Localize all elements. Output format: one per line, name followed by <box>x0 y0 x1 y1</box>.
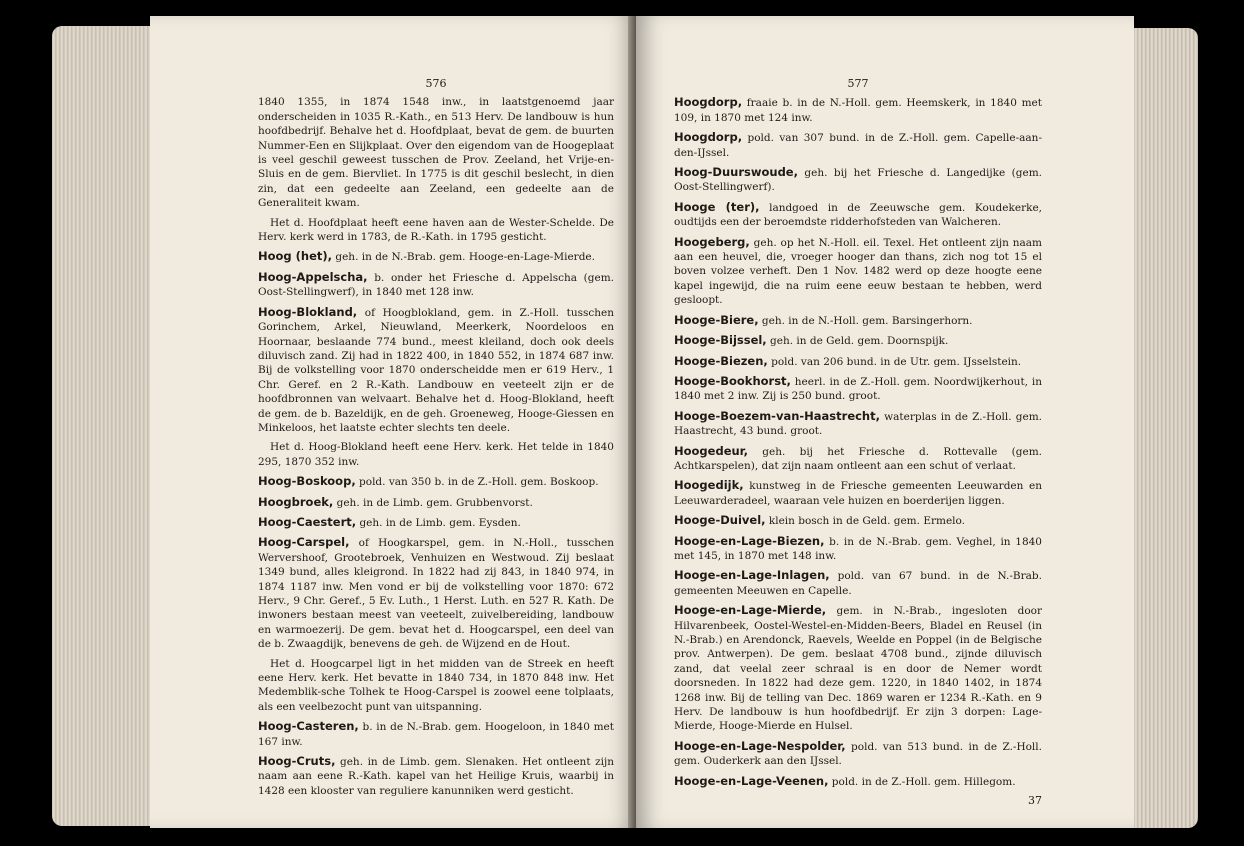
dictionary-entry <box>258 535 614 651</box>
entry-text: klein bosch in de Geld. gem. Ermelo. <box>765 515 966 528</box>
dictionary-entry <box>674 444 1042 474</box>
entry-term: Hoogdorp, <box>674 130 743 145</box>
entry-term: Hoog-Cruts, <box>258 754 336 769</box>
entry-text: Het d. Hoog-Blokland heeft eene Herv. kerk. Het telde in 1840 295, 1870 352 inw. <box>258 441 614 468</box>
entry-term: Hooge-en-Lage-Nespolder, <box>674 738 846 753</box>
entry-term: Hoog (het), <box>258 249 333 264</box>
dictionary-entry <box>258 305 614 436</box>
dictionary-entry <box>258 515 614 530</box>
entry-text: geh. in de N.-Brab. gem. Hooge-en-Lage-Mierde. <box>332 251 595 264</box>
open-book <box>52 12 1198 838</box>
entry-term: Hoogedijk, <box>674 478 744 493</box>
entry-text: pold. van 67 bund. in de N.-Brab. gemeenten Meeuwen en Capelle. <box>674 570 1042 597</box>
entry-text: geh. op het N.-Holl. eil. Texel. Het ontleent zijn naam aan een heuvel, die, vroeger hooger dan thans, zich nog tot 15 el boven volzee verheft. Den 1 Nov. 1482 werd op deze hoogte eene kapel ingewijd, die na ruim eene eeuw bestaan te hebben, werd gesloopt. <box>674 236 1042 307</box>
dictionary-entry <box>674 165 1042 195</box>
dictionary-entry <box>258 440 614 469</box>
entry-text: geh. in de Limb. gem. Slenaken. Het ontleent zijn naam aan eene R.-Kath. kapel van het Heilige Kruis, waarbij in 1428 een klooster van reguliere kanunniken werd gesticht. <box>258 756 614 797</box>
entry-term: Hoogdorp, <box>674 95 743 110</box>
entry-text: b. in de N.-Brab. gem. Hoogeloon, in 1840 met 167 inw. <box>258 721 614 748</box>
dictionary-entry <box>258 754 614 798</box>
intro-paragraph: 1840 1355, in 1874 1548 inw., in laatstgenoemd jaar onderscheiden in 1035 R.-Kath., en 513 Herv. De landbouw is hun hoofdbedrijf. Behalve het d. Hoofdplaat, bevat de gem. de buurten Nummer-Een en Slijkplaat. Over den eigendom van de Hoogeplaat is veel geschil geweest tusschen de Prov. Zeeland, het Vrije-en-Sluis en de gem. Biervliet. In 1775 is dit geschil beslecht, in dien zin, dat een gedeelte aan Zeeland, een gedeelte aan de Generaliteit kwam. <box>258 96 614 210</box>
entry-text: waterplas in de Z.-Holl. gem. Haastrecht, 43 bund. groot. <box>674 410 1042 438</box>
entry-text: heerl. in de Z.-Holl. gem. Noordwijkerhout, in 1840 met 2 inw. Zij is 250 bund. groot. <box>674 375 1042 403</box>
entry-term: Hoog-Appelscha, <box>258 269 368 284</box>
entry-text: pold. van 206 bund. in de Utr. gem. IJsselstein. <box>767 355 1022 368</box>
dictionary-entry <box>674 374 1042 404</box>
entry-text: pold. in de Z.-Holl. gem. Hillegom. <box>828 775 1016 788</box>
entry-text: geh. in de Limb. gem. Eysden. <box>356 516 521 529</box>
signature-mark: 37 <box>1028 794 1042 808</box>
entry-term: Hoog-Boskoop, <box>258 474 356 489</box>
entry-term: Hooge-Biezen, <box>674 353 768 368</box>
entry-term: Hooge-Bijssel, <box>674 333 767 348</box>
entry-term: Hoog-Casteren, <box>258 719 359 734</box>
entry-term: Hoogeberg, <box>674 234 750 249</box>
entry-text: geh. in de Limb. gem. Grubbenvorst. <box>333 496 533 509</box>
entry-text: of Hoogblokland, gem. in Z.-Holl. tusschen Gorinchem, Arkel, Nieuwland, Meerkerk, Noordeloos en Hoornaar, beslaande 774 bund., meest kleiland, doch ook deels diluvisch zand. Zij had in 1822 400, in 1840 552, in 1874 687 inw. Bij de volkstelling voor 1870 onderscheidde men er 619 Herv., 1 Chr. Geref. en 2 R.-Kath. Landbouw en veeteelt zijn er de hoofdbronnen van welvaart. Behalve het d. Hoog-Blokland, heeft de gem. de b. Bazeldijk, en de geh. Groeneweg, Hooge-Giessen en Minkeloos, het laatste echter slechts ten deele. <box>258 306 614 434</box>
entry-text: b. onder het Friesche d. Appelscha (gem. Oost-Stellingwerf), in 1840 met 128 inw. <box>258 271 614 299</box>
dictionary-entry <box>258 495 614 510</box>
entry-text: pold. van 513 bund. in de Z.-Holl. gem. Ouderkerk aan den IJssel. <box>674 740 1042 768</box>
dictionary-entry <box>674 200 1042 230</box>
dictionary-entry <box>258 474 614 489</box>
dictionary-entry <box>674 739 1042 769</box>
entry-text: Het d. Hoogcarpel ligt in het midden van de Streek en heeft eene Herv. kerk. Het bevatte in 1840 734, in 1870 848 inw. Het Medemblik-sche Tolhek te Hoog-Carspel is zoowel eene tolplaats, als een veelbezocht punt van uitspanning. <box>258 657 614 713</box>
intro-paragraph: Het d. Hoofdplaat heeft eene haven aan de Wester-Schelde. De Herv. kerk werd in 1783, de R.-Kath. in 1795 gesticht. <box>258 216 614 244</box>
dictionary-entry <box>674 478 1042 508</box>
dictionary-entry <box>258 249 614 264</box>
entry-text: geh. in de Geld. gem. Doornspijk. <box>766 335 949 348</box>
right-page <box>636 16 1134 828</box>
entry-text: pold. van 350 b. in de Z.-Holl. gem. Boskoop. <box>355 476 599 489</box>
dictionary-entry <box>674 235 1042 308</box>
entry-term: Hooge-Duivel, <box>674 513 766 528</box>
dictionary-entry <box>674 774 1042 789</box>
entry-text: gem. in N.-Brab., ingesloten door Hilvarenbeek, Oostel-Westel-en-Midden-Beers, Bladel en Reusel (in N.-Brab.) en Arendonck, Raevels, Weelde en Poppel (in de Belgische prov. Antwerpen). De gem. beslaat 4708 bund., zijnde diluvisch zand, dat veelal zeer schraal is en door de Nemer wordt doorsneden. In 1822 had deze gem. 1220, in 1840 1402, in 1874 1268 inw. Bij de telling van Dec. 1869 waren er 1234 R.-Kath. en 9 Herv. De landbouw is hun hoofdbedrijf. Er zijn 3 dorpen: Lage-Mierde, Hooge-Mierde en Hulsel. <box>674 605 1042 733</box>
entry-term: Hooge-en-Lage-Inlagen, <box>674 568 830 583</box>
entry-term: Hooge-Boezem-van-Haastrecht, <box>674 408 880 423</box>
entry-term: Hoogbroek, <box>258 494 334 509</box>
entry-text: geh. in de N.-Holl. gem. Barsingerhorn. <box>758 314 973 327</box>
entry-text: fraaie b. in de N.-Holl. gem. Heemskerk, in 1840 met 109, in 1870 met 124 inw. <box>674 97 1042 124</box>
entry-term: Hooge-Biere, <box>674 312 759 327</box>
entry-text: landgoed in de Zeeuwsche gem. Koudekerke, oudtijds een der beroemdste ridderhofsteden van Walcheren. <box>674 201 1043 229</box>
entry-text: geh. bij het Friesche d. Rottevalle (gem. Achtkarspelen), dat zijn naam ontleent aan een schut of verlaat. <box>674 445 1042 472</box>
entry-term: Hoog-Caestert, <box>258 514 357 529</box>
page-edges-left <box>52 26 152 826</box>
entry-term: Hoog-Carspel, <box>258 535 350 550</box>
dictionary-entry <box>674 534 1042 564</box>
entry-term: Hooge (ter), <box>674 199 760 214</box>
dictionary-entry <box>674 354 1042 369</box>
dictionary-entry <box>674 513 1042 528</box>
dictionary-entry <box>258 270 614 300</box>
entry-term: Hooge-Bookhorst, <box>674 373 791 388</box>
entry-term: Hoog-Blokland, <box>258 304 358 319</box>
entry-text: b. in de N.-Brab. gem. Veghel, in 1840 met 145, in 1870 met 148 inw. <box>674 535 1042 562</box>
entry-text: pold. van 307 bund. in de Z.-Holl. gem. Capelle-aan-den-IJssel. <box>674 132 1042 159</box>
dictionary-entry <box>258 719 614 749</box>
entry-term: Hoogedeur, <box>674 443 749 458</box>
entry-list <box>258 249 614 798</box>
entry-text: geh. bij het Friesche d. Langedijke (gem. Oost-Stellingwerf). <box>674 167 1042 194</box>
dictionary-entry <box>674 409 1042 439</box>
page-number: 576 <box>425 77 447 90</box>
dictionary-entry <box>674 568 1042 598</box>
entry-text: kunstweg in de Friesche gemeenten Leeuwarden en Leeuwarderadeel, waaraan vele huizen en boerderijen liggen. <box>674 480 1042 507</box>
dictionary-entry <box>674 333 1042 348</box>
dictionary-entry <box>258 657 614 715</box>
left-page <box>150 16 636 828</box>
dictionary-entry <box>674 130 1042 160</box>
page-number: 577 <box>847 77 869 90</box>
entry-term: Hooge-en-Lage-Biezen, <box>674 533 825 548</box>
dictionary-entry <box>674 95 1042 125</box>
dictionary-entry <box>674 313 1042 328</box>
entry-term: Hoog-Duurswoude, <box>674 165 798 180</box>
entry-text: of Hoogkarspel, gem. in N.-Holl., tusschen Wervershoof, Grootebroek, Venhuizen en Westwoud. Zij beslaat 1349 bund, alles kleigrond. In 1822 had zij 843, in 1840 974, in 1874 1187 inw. Men vond er bij de volkstelling voor 1870: 672 Herv., 9 Chr. Geref., 5 Ev. Luth., 1 Herst. Luth. en 527 R. Kath. De inwoners bestaan meest van veeteelt, zuivelbereiding, landbouw en warmoezerij. De gem. bevat het d. Hoogcarspel, een deel van de b. Zwaagdijk, benevens de geh. de Wijzend en de Hout. <box>258 537 614 651</box>
entry-term: Hooge-en-Lage-Veenen, <box>674 773 829 788</box>
entry-list <box>674 95 1042 789</box>
dictionary-entry <box>674 603 1042 734</box>
entry-term: Hooge-en-Lage-Mierde, <box>674 603 827 618</box>
page-edges-right <box>1134 28 1198 828</box>
